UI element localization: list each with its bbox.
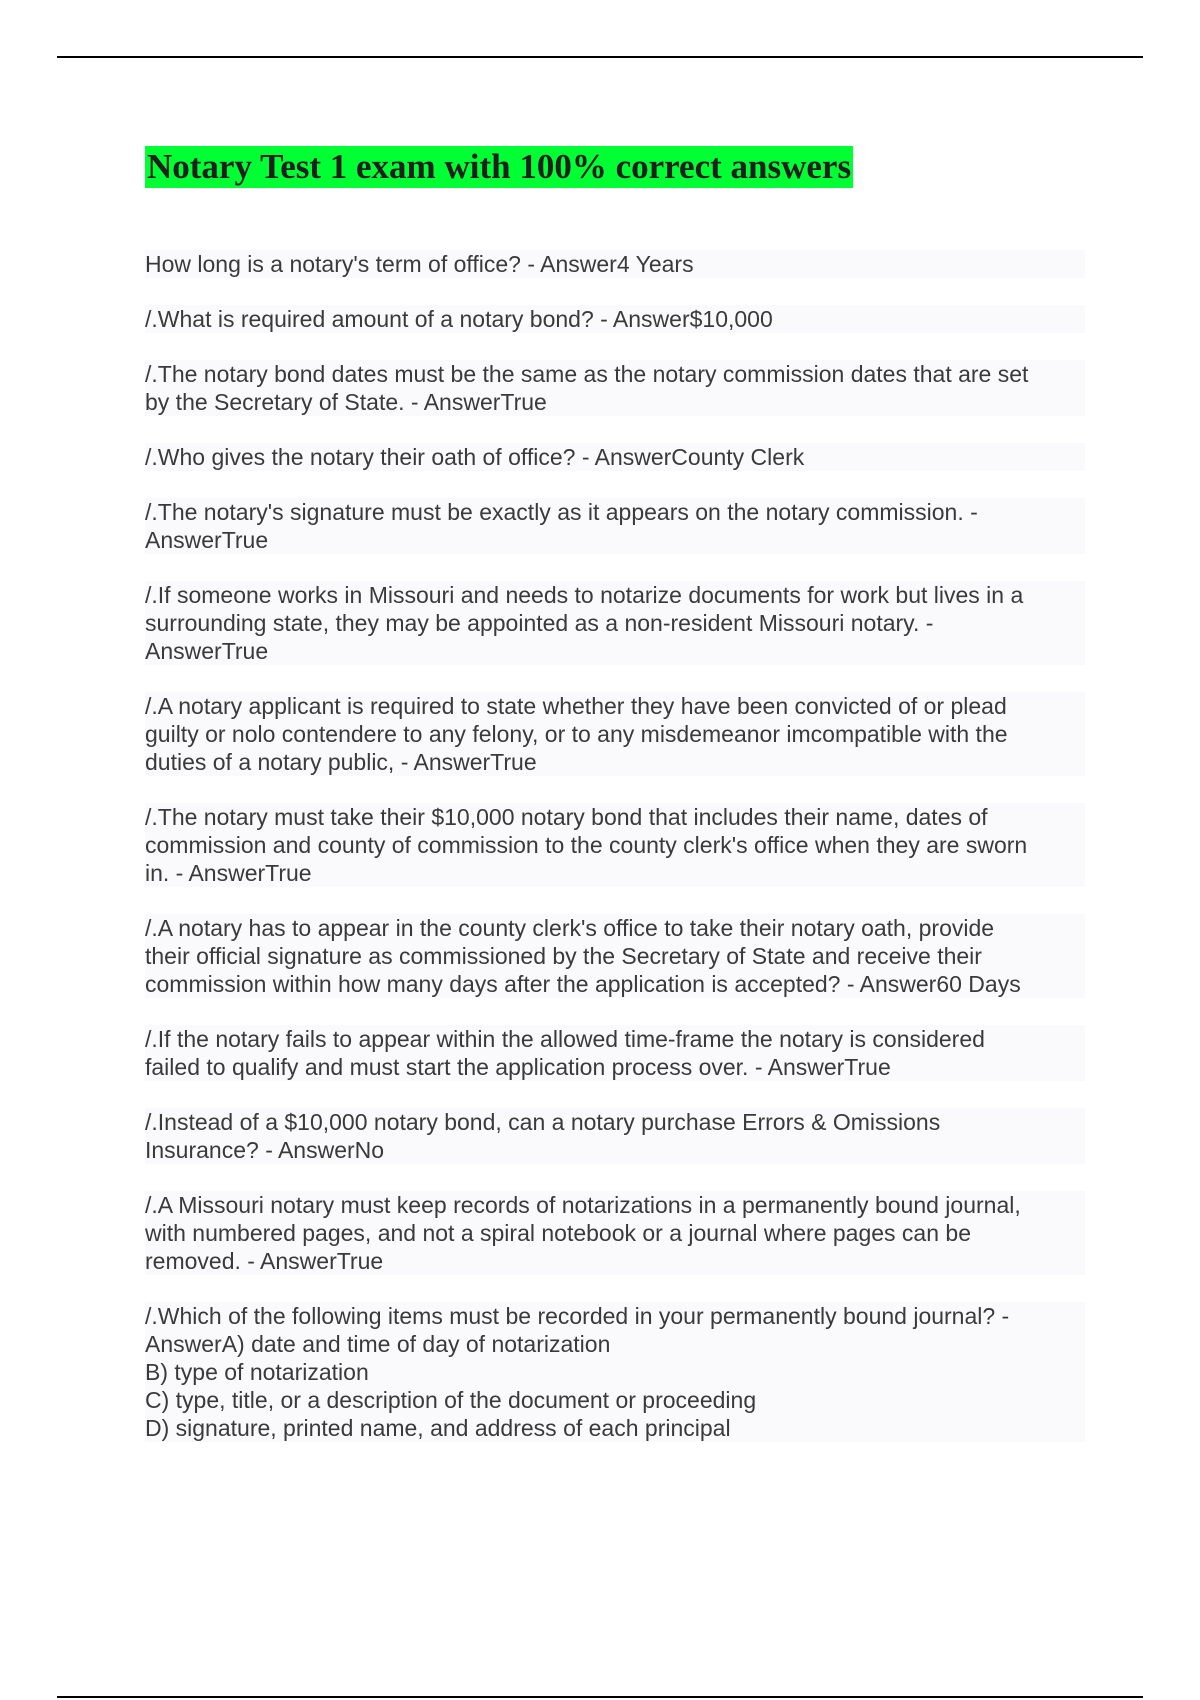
qa-item: /.What is required amount of a notary bond? - Answer$10,000 [145, 305, 1085, 333]
qa-item: /.If the notary fails to appear within the allowed time-frame the notary is considered failed to qualify and must start the application process over. - AnswerTrue [145, 1025, 1085, 1081]
qa-item: How long is a notary's term of office? - Answer4 Years [145, 250, 1085, 278]
qa-item: /.Who gives the notary their oath of office? - AnswerCounty Clerk [145, 443, 1085, 471]
qa-item: /.The notary must take their $10,000 notary bond that includes their name, dates of commission and county of commission to the county clerk's office when they are sworn in. - AnswerTrue [145, 803, 1085, 887]
qa-item: /.A notary has to appear in the county clerk's office to take their notary oath, provide their official signature as commissioned by the Secretary of State and receive their commission within how many days after the application is accepted? - Answer60 Days [145, 914, 1085, 998]
document-body [145, 146, 1085, 1469]
qa-item: /.A Missouri notary must keep records of notarizations in a permanently bound journal, with numbered pages, and not a spiral notebook or a journal where pages can be removed. - AnswerTrue [145, 1191, 1085, 1275]
bottom-rule [57, 1696, 1143, 1698]
qa-list [145, 250, 1085, 1442]
qa-item: /.If someone works in Missouri and needs to notarize documents for work but lives in a surrounding state, they may be appointed as a non-resident Missouri notary. - AnswerTrue [145, 581, 1085, 665]
qa-item: /.Which of the following items must be recorded in your permanently bound journal? - AnswerA) date and time of day of notarization B) type of notarization C) type, title, or a description of the document or proceeding D) signature, printed name, and address of each principal [145, 1302, 1085, 1442]
qa-item: /.A notary applicant is required to state whether they have been convicted of or plead guilty or nolo contendere to any felony, or to any misdemeanor imcompatible with the duties of a notary public, - AnswerTrue [145, 692, 1085, 776]
top-rule [57, 56, 1143, 58]
document-title: Notary Test 1 exam with 100% correct answers [147, 147, 852, 186]
qa-item: /.The notary bond dates must be the same as the notary commission dates that are set by the Secretary of State. - AnswerTrue [145, 360, 1085, 416]
qa-item: /.Instead of a $10,000 notary bond, can a notary purchase Errors & Omissions Insurance? - AnswerNo [145, 1108, 1085, 1164]
qa-item: /.The notary's signature must be exactly as it appears on the notary commission. - AnswerTrue [145, 498, 1085, 554]
